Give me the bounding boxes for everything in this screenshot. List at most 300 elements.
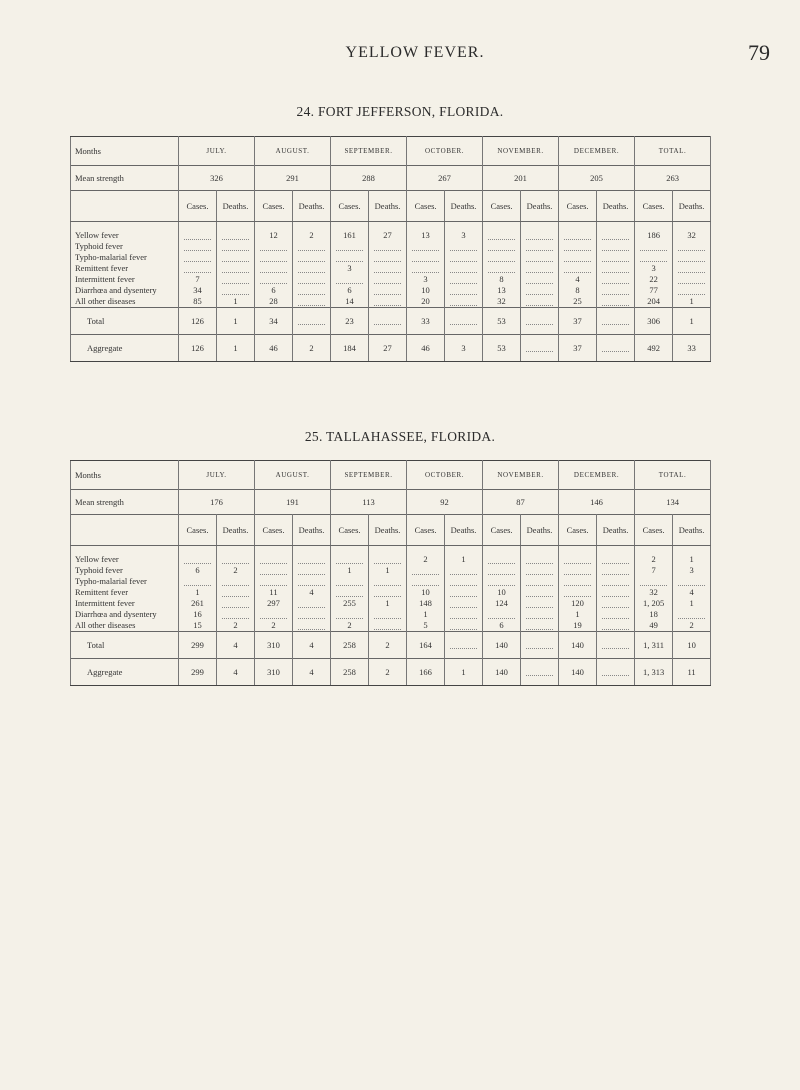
month-header: JULY. [179,137,255,166]
row-label: Remittent fever [71,263,179,274]
month-header: DECEMBER. [559,137,635,166]
page-number: 79 [748,40,770,65]
data-cell [293,598,331,609]
dot-leader [184,244,210,251]
total-cell: 306 [635,308,673,335]
spacer-cell [445,222,483,231]
data-cell [179,554,217,565]
data-cell [445,620,483,632]
dot-leader [602,612,628,619]
row-label: Yellow fever [71,554,179,565]
data-cell [179,252,217,263]
aggregate-cell: 299 [179,659,217,686]
dot-leader [526,345,552,352]
mean-strength-value: 113 [331,490,407,515]
data-cell [445,274,483,285]
data-cell [369,554,407,565]
mean-strength-value: 92 [407,490,483,515]
dot-leader [678,266,704,273]
dot-leader [450,288,476,295]
dot-leader [488,612,514,619]
dot-leader [526,288,552,295]
aggregate-cell: 492 [635,335,673,362]
dot-leader [602,277,628,284]
data-cell [483,609,521,620]
data-cell: 3 [331,263,369,274]
row-label: All other diseases [71,296,179,308]
data-cell [217,252,255,263]
dot-leader [450,623,476,630]
aggregate-cell: 2 [293,335,331,362]
data-cell: 1 [217,296,255,308]
dot-leader [412,579,438,586]
month-header: TOTAL. [635,137,711,166]
spacer-cell [71,546,179,555]
data-cell [673,274,711,285]
dot-leader [260,612,286,619]
data-cell: 10 [407,285,445,296]
data-cell: 1 [673,296,711,308]
dot-leader [260,568,286,575]
blank-cell [71,191,179,222]
dot-leader [374,579,400,586]
data-cell: 77 [635,285,673,296]
data-cell [369,274,407,285]
aggregate-row [71,335,711,362]
data-cell: 12 [255,230,293,241]
dot-leader [640,255,666,262]
data-cell [597,576,635,587]
data-cell: 27 [369,230,407,241]
dot-leader [184,557,210,564]
total-cell [445,632,483,659]
data-cell [597,285,635,296]
data-cell: 28 [255,296,293,308]
cases-header: Cases. [483,515,521,546]
data-cell: 2 [635,554,673,565]
cases-header: Cases. [179,515,217,546]
row-label: Diarrhœa and dysentery [71,609,179,620]
data-cell [445,565,483,576]
data-cell [521,274,559,285]
total-cell: 34 [255,308,293,335]
data-cell [445,587,483,598]
data-cell [369,620,407,632]
data-cell: 4 [673,587,711,598]
data-cell: 148 [407,598,445,609]
table-row [71,241,711,252]
spacer-row [71,546,711,555]
dot-leader [602,233,628,240]
deaths-header: Deaths. [673,515,711,546]
aggregate-cell [521,335,559,362]
dot-leader [450,579,476,586]
dot-leader [526,590,552,597]
dot-leader [260,557,286,564]
cases-header: Cases. [331,515,369,546]
spacer-cell [597,546,635,555]
row-label: Typho-malarial fever [71,576,179,587]
data-cell [407,263,445,274]
table-row [71,252,711,263]
aggregate-cell: 46 [407,335,445,362]
cases-deaths-header-row [71,191,711,222]
dot-leader [222,277,248,284]
data-cell [293,296,331,308]
dot-leader [450,277,476,284]
dot-leader [602,557,628,564]
total-cell: 164 [407,632,445,659]
dot-leader [526,612,552,619]
data-cell [483,576,521,587]
month-header: NOVEMBER. [483,461,559,490]
mean-strength-value: 291 [255,166,331,191]
cases-header: Cases. [255,515,293,546]
data-cell: 22 [635,274,673,285]
data-cell: 7 [635,565,673,576]
data-cell: 85 [179,296,217,308]
dot-leader [412,266,438,273]
data-cell [597,241,635,252]
data-cell [559,241,597,252]
total-cell: 1 [673,308,711,335]
dot-leader [222,233,248,240]
data-cell: 5 [407,620,445,632]
aggregate-cell: 46 [255,335,293,362]
dot-leader [222,579,248,586]
aggregate-cell: 126 [179,335,217,362]
dot-leader [222,612,248,619]
data-cell: 49 [635,620,673,632]
mean-strength-value: 191 [255,490,331,515]
dot-leader [412,568,438,575]
dot-leader [602,244,628,251]
cases-header: Cases. [407,515,445,546]
data-cell: 2 [673,620,711,632]
month-header: SEPTEMBER. [331,461,407,490]
month-header: TOTAL. [635,461,711,490]
spacer-cell [179,222,217,231]
spacer-cell [521,222,559,231]
total-cell: 140 [483,632,521,659]
dot-leader [526,266,552,273]
dot-leader [260,266,286,273]
month-header: NOVEMBER. [483,137,559,166]
total-label: Total [71,308,179,335]
aggregate-cell: 53 [483,335,521,362]
table-row [71,274,711,285]
data-cell [369,263,407,274]
data-cell: 11 [255,587,293,598]
month-header: OCTOBER. [407,137,483,166]
dot-leader [602,642,628,649]
data-cell [293,274,331,285]
data-cell [217,609,255,620]
data-cell [369,587,407,598]
data-cell [179,576,217,587]
month-header: SEPTEMBER. [331,137,407,166]
months-label: Months [71,461,179,490]
dot-leader [374,266,400,273]
dot-leader [450,299,476,306]
data-cell [483,230,521,241]
data-cell [521,609,559,620]
data-cell: 1 [673,554,711,565]
mean-strength-value: 326 [179,166,255,191]
table-row [71,620,711,632]
dot-leader [374,623,400,630]
spacer-cell [217,546,255,555]
dot-leader [602,669,628,676]
data-cell: 19 [559,620,597,632]
spacer-cell [217,222,255,231]
row-label: Typhoid fever [71,565,179,576]
dot-leader [374,590,400,597]
data-cell [217,263,255,274]
total-row [71,308,711,335]
aggregate-label: Aggregate [71,335,179,362]
dot-leader [184,233,210,240]
deaths-header: Deaths. [521,515,559,546]
dot-leader [526,244,552,251]
month-header: AUGUST. [255,137,331,166]
data-cell [179,230,217,241]
spacer-cell [331,546,369,555]
dot-leader [488,233,514,240]
deaths-header: Deaths. [597,191,635,222]
data-cell [483,565,521,576]
dot-leader [526,255,552,262]
dot-leader [374,255,400,262]
data-cell [597,609,635,620]
aggregate-cell: 166 [407,659,445,686]
data-cell [673,576,711,587]
spacer-cell [369,222,407,231]
dot-leader [602,568,628,575]
dot-leader [602,579,628,586]
dot-leader [450,601,476,608]
month-header: OCTOBER. [407,461,483,490]
mean-strength-value: 134 [635,490,711,515]
data-cell [293,576,331,587]
data-cell: 161 [331,230,369,241]
data-cell [559,587,597,598]
dot-leader [298,601,324,608]
spacer-cell [483,222,521,231]
spacer-cell [483,546,521,555]
dot-leader [488,579,514,586]
dot-leader [564,590,590,597]
total-cell: 37 [559,308,597,335]
dot-leader [336,244,362,251]
data-cell [179,241,217,252]
running-head [60,40,770,70]
mean-strength-row [71,490,711,515]
data-cell [217,274,255,285]
data-cell: 1 [559,609,597,620]
months-label: Months [71,137,179,166]
dot-leader [640,244,666,251]
data-cell [521,241,559,252]
cases-header: Cases. [179,191,217,222]
dot-leader [488,568,514,575]
dot-leader [640,579,666,586]
data-cell: 1 [369,565,407,576]
data-cell [407,576,445,587]
cases-header: Cases. [483,191,521,222]
row-label: Typho-malarial fever [71,252,179,263]
mean-strength-row [71,166,711,191]
dot-leader [222,590,248,597]
data-cell [597,274,635,285]
data-cell [673,241,711,252]
data-cell [331,274,369,285]
dot-leader [374,612,400,619]
dot-leader [336,579,362,586]
data-cell [483,263,521,274]
row-label: Typhoid fever [71,241,179,252]
dot-leader [222,266,248,273]
dot-leader [678,612,704,619]
data-cell: 6 [331,285,369,296]
data-cell [255,263,293,274]
data-cell [521,576,559,587]
spacer-cell [673,222,711,231]
total-cell: 33 [407,308,445,335]
aggregate-cell: 258 [331,659,369,686]
data-cell: 10 [483,587,521,598]
dot-leader [336,612,362,619]
month-header: DECEMBER. [559,461,635,490]
deaths-header: Deaths. [369,515,407,546]
data-cell: 1 [331,565,369,576]
row-label: All other diseases [71,620,179,632]
total-cell [369,308,407,335]
deaths-header: Deaths. [217,515,255,546]
dot-leader [602,345,628,352]
dot-leader [526,233,552,240]
spacer-cell [255,222,293,231]
spacer-cell [71,222,179,231]
dot-leader [450,612,476,619]
deaths-header: Deaths. [217,191,255,222]
data-cell: 186 [635,230,673,241]
dot-leader [564,568,590,575]
data-cell [521,285,559,296]
data-cell: 15 [179,620,217,632]
data-cell [597,252,635,263]
dot-leader [260,277,286,284]
data-cell [331,609,369,620]
aggregate-cell: 33 [673,335,711,362]
deaths-header: Deaths. [293,515,331,546]
total-cell [521,308,559,335]
cases-deaths-header-row [71,515,711,546]
table-row [71,554,711,565]
data-cell [293,285,331,296]
dot-leader [602,288,628,295]
dot-leader [184,255,210,262]
data-cell [559,576,597,587]
mean-strength-value: 263 [635,166,711,191]
dot-leader [564,579,590,586]
data-cell [445,252,483,263]
data-cell [293,565,331,576]
mean-strength-value: 176 [179,490,255,515]
dot-leader [222,557,248,564]
dot-leader [336,557,362,564]
row-label: Remittent fever [71,587,179,598]
table-row [71,230,711,241]
table-row [71,285,711,296]
cases-header: Cases. [559,515,597,546]
data-cell: 124 [483,598,521,609]
data-cell [635,576,673,587]
dot-leader [602,623,628,630]
data-cell [673,285,711,296]
spacer-cell [331,222,369,231]
spacer-cell [559,222,597,231]
data-cell [369,252,407,263]
dot-leader [222,601,248,608]
dot-leader [526,579,552,586]
data-cell: 2 [331,620,369,632]
data-cell: 16 [179,609,217,620]
dot-leader [488,266,514,273]
dot-leader [298,623,324,630]
dot-leader [488,557,514,564]
aggregate-cell: 140 [559,659,597,686]
dot-leader [602,601,628,608]
dot-leader [564,266,590,273]
dot-leader [450,244,476,251]
data-cell [597,296,635,308]
dot-leader [374,299,400,306]
dot-leader [678,244,704,251]
data-cell [559,565,597,576]
dot-leader [602,266,628,273]
dot-leader [298,255,324,262]
mean-strength-value: 267 [407,166,483,191]
data-cell [673,263,711,274]
total-cell [293,308,331,335]
dot-leader [602,299,628,306]
dot-leader [564,557,590,564]
data-cell [217,285,255,296]
data-cell [255,241,293,252]
dot-leader [526,669,552,676]
running-title: YELLOW FEVER. [345,44,485,61]
data-cell [331,587,369,598]
data-cell [293,609,331,620]
mean-strength-value: 205 [559,166,635,191]
table-title-tallahassee: 25. TALLAHASSEE, FLORIDA. [304,429,496,444]
data-cell: 13 [407,230,445,241]
data-cell [445,609,483,620]
data-cell [559,554,597,565]
aggregate-cell: 1 [445,659,483,686]
total-cell: 53 [483,308,521,335]
spacer-cell [521,546,559,555]
mean-strength-value: 288 [331,166,407,191]
data-cell: 1 [369,598,407,609]
spacer-cell [597,222,635,231]
row-label: Diarrhœa and dysentery [71,285,179,296]
data-cell [521,554,559,565]
data-cell [407,241,445,252]
month-header: AUGUST. [255,461,331,490]
blank-cell [71,515,179,546]
